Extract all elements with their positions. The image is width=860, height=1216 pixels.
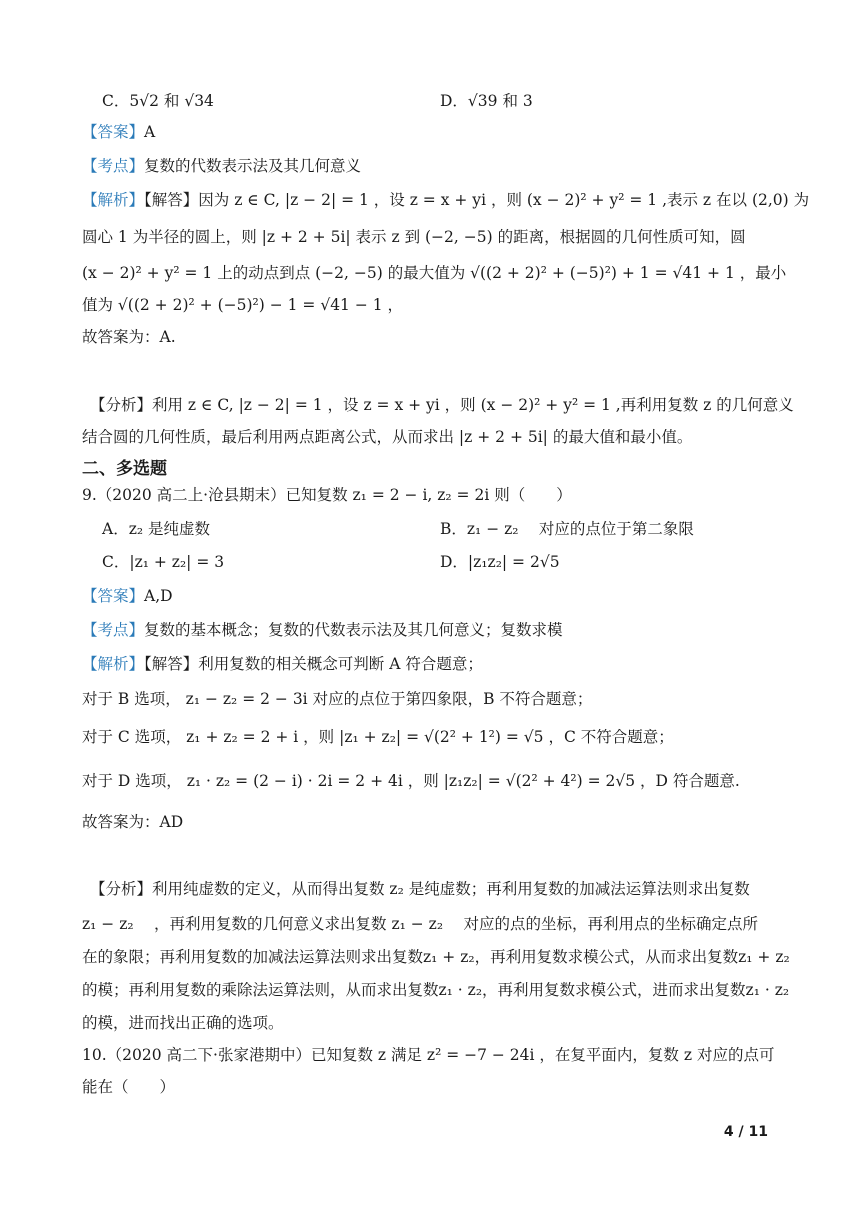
- q9-analysis-line-1: [82, 653, 483, 675]
- q9-fenxi-line-4: 的模；再利用复数的乘除法运算法则，从而求出复数z₁ · z₂，再利用复数求模公式，进而求出复数z₁ · z₂: [82, 981, 790, 999]
- q9-fenxi-line-1: 【分析】利用纯虚数的定义，从而得出复数 z₂ 是纯虚数；再利用复数的加减法运算法则求出复数: [90, 880, 750, 898]
- analysis-text: 【解答】利用复数的相关概念可判断 A 符合题意；: [144, 655, 483, 673]
- q8-fenxi-line-2: 结合圆的几何性质，最后利用两点距离公式，从而求出 |z + 2 + 5i| 的最大值和最小值。: [82, 428, 693, 446]
- q8-fenxi-line-1: 【分析】利用 z ∈ C, |z − 2| = 1 ，设 z = x + yi ，则 (x − 2)² + y² = 1 ,再利用复数 z 的几何意义: [90, 396, 794, 414]
- q9-option-a: A．z₂ 是纯虚数: [102, 520, 211, 538]
- point-value: 复数的代数表示法及其几何意义: [144, 157, 362, 175]
- point-tag: 【考点】: [82, 157, 145, 175]
- q8-point-line: [82, 155, 361, 177]
- q8-analysis-line-4: 值为 √((2 + 2)² + (−5)²) − 1 = √41 − 1 ，: [82, 296, 404, 314]
- section-title: 二、多选题: [82, 459, 167, 479]
- point-tag: 【考点】: [82, 621, 145, 639]
- q8-analysis-line-2: 圆心 1 为半径的圆上，则 |z + 2 + 5i| 表示 z 到 (−2, −5) 的距离，根据圆的几何性质可知，圆: [82, 228, 746, 246]
- answer-value: A: [144, 123, 156, 141]
- page-number: 4 / 11: [723, 1124, 768, 1140]
- q10-stem-line-2: 能在（ ）: [82, 1078, 176, 1096]
- analysis-tag: 【解析】: [82, 191, 145, 209]
- analysis-tag: 【解析】: [82, 655, 145, 673]
- q10-stem-line-1: 10.（2020 高二下·张家港期中）已知复数 z 满足 z² = −7 − 24i ，在复平面内，复数 z 对应的点可: [82, 1046, 775, 1064]
- q9-analysis-line-2: 对于 B 选项， z₁ − z₂ = 2 − 3i 对应的点位于第四象限，B 不符合题意；: [82, 690, 593, 708]
- q9-fenxi-line-5: 的模，进而找出正确的选项。: [82, 1014, 284, 1032]
- q9-point-line: [82, 619, 563, 641]
- q9-option-c: C．|z₁ + z₂| = 3: [102, 553, 225, 571]
- q8-analysis-line-5: 故答案为：A.: [82, 328, 176, 346]
- answer-tag: 【答案】: [82, 587, 145, 605]
- q9-answer-line: [82, 585, 173, 607]
- answer-value: A,D: [144, 587, 173, 605]
- q9-stem: 9.（2020 高二上·沧县期末）已知复数 z₁ = 2 − i, z₂ = 2i 则（ ）: [82, 486, 572, 504]
- q9-fenxi-line-3: 在的象限；再利用复数的加减法运算法则求出复数z₁ + z₂，再利用复数求模公式，从而求出复数z₁ + z₂: [82, 948, 790, 966]
- q9-option-b: B．z₁ − z₂ 对应的点位于第二象限: [440, 520, 694, 538]
- q8-answer-line: [82, 121, 155, 143]
- q8-option-d: D．√39 和 3: [440, 92, 533, 110]
- point-value: 复数的基本概念；复数的代数表示法及其几何意义；复数求模: [144, 621, 563, 639]
- q9-option-d: D．|z₁z₂| = 2√5: [440, 553, 560, 571]
- q9-fenxi-line-2: z₁ − z₂ ，再利用复数的几何意义求出复数 z₁ − z₂ 对应的点的坐标，再利用点的坐标确定点所: [82, 915, 758, 933]
- answer-tag: 【答案】: [82, 123, 145, 141]
- q9-analysis-line-5: 故答案为：AD: [82, 813, 184, 831]
- q8-option-c: C．5√2 和 √34: [102, 92, 214, 110]
- q9-analysis-line-4: 对于 D 选项， z₁ · z₂ = (2 − i) · 2i = 2 + 4i ，则 |z₁z₂| = √(2² + 4²) = 2√5 ，D 符合题意.: [82, 772, 740, 790]
- q8-analysis-line-3: (x − 2)² + y² = 1 上的动点到点 (−2, −5) 的最大值为 √((2 + 2)² + (−5)²) + 1 = √41 + 1 ，最小: [82, 264, 787, 282]
- analysis-text: 【解答】因为 z ∈ C, |z − 2| = 1 ，设 z = x + yi ，则 (x − 2)² + y² = 1 ,表示 z 在以 (2,0) 为: [144, 191, 810, 209]
- q8-analysis-line-1: [82, 189, 809, 211]
- q9-analysis-line-3: 对于 C 选项， z₁ + z₂ = 2 + i ，则 |z₁ + z₂| = √(2² + 1²) = √5 ，C 不符合题意；: [82, 728, 674, 746]
